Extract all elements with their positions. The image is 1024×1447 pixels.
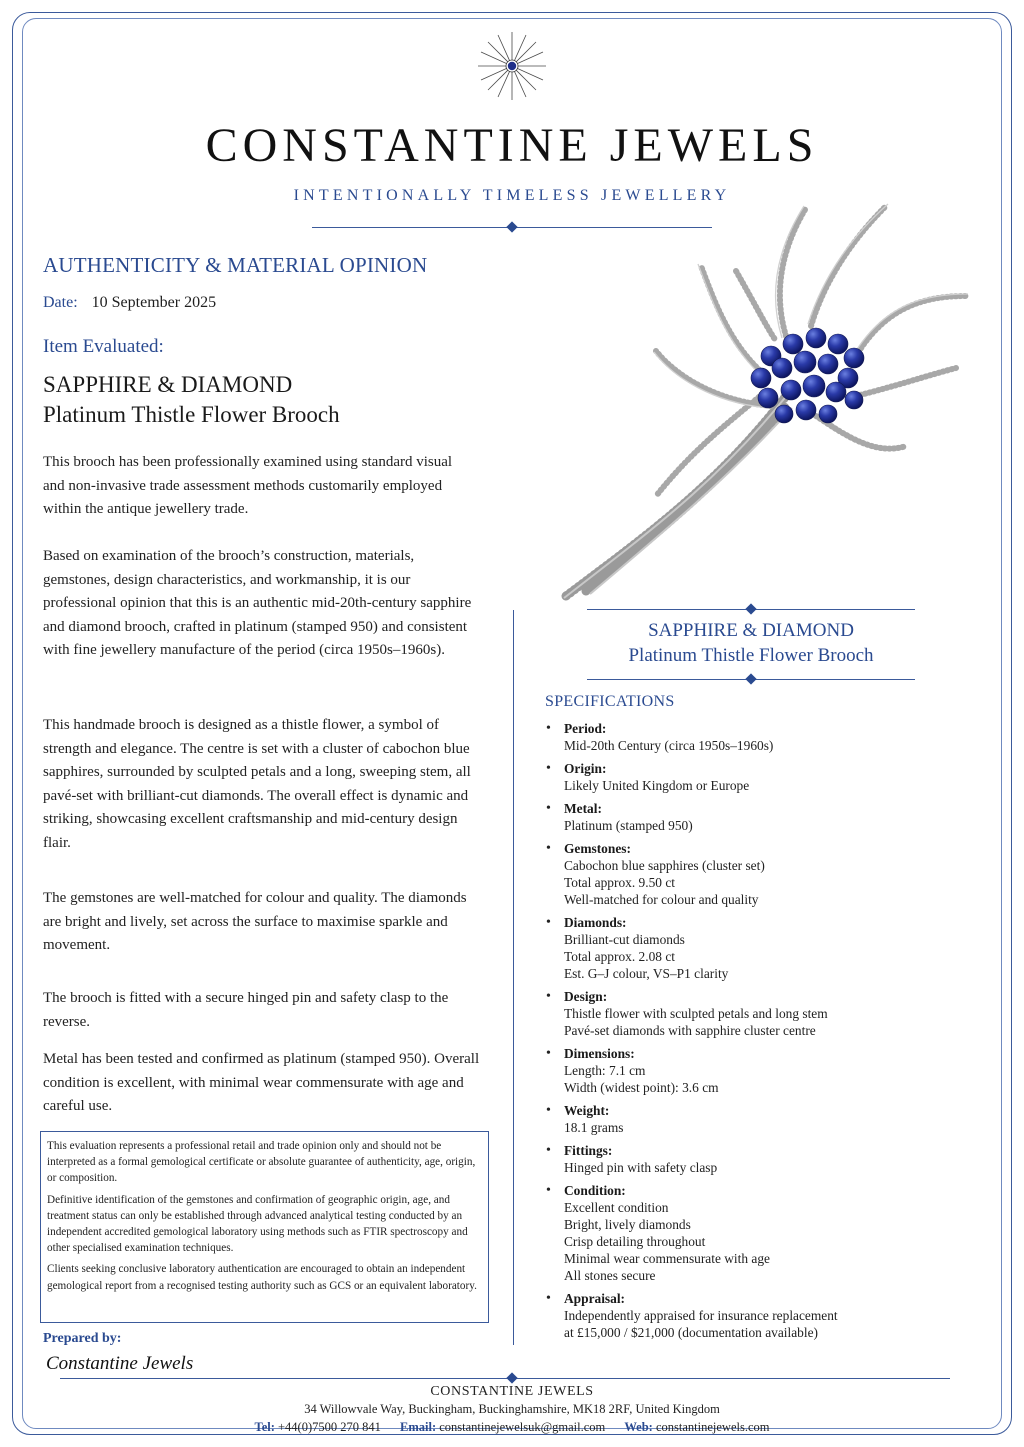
footer-divider [60,1378,950,1379]
item-title-line2: Platinum Thistle Flower Brooch [43,402,340,427]
opinion-paragraph: This brooch has been professionally examined using standard visual and non-invasive trade assessment methods customarily employed within the antique jewellery trade. [43,454,453,517]
date-row [43,294,503,312]
footer-company-name: CONSTANTINE JEWELS [430,1384,594,1399]
spec-item [545,1290,945,1341]
spec-value: 18.1 grams [564,1120,624,1135]
spec-item [545,1045,945,1096]
column-divider [513,610,514,1345]
spec-item [545,840,945,908]
section-title: AUTHENTICITY & MATERIAL OPINION [43,253,428,277]
spec-item [545,760,945,794]
spec-key: • Metal: [564,801,602,816]
brand-name: CONSTANTINE JEWELS [205,119,819,172]
spec-value: Length: 7.1 cm [564,1063,646,1078]
spec-item [545,1102,945,1136]
spec-value: Pavé-set diamonds with sapphire cluster centre [564,1023,816,1038]
spec-value: Thistle flower with sculpted petals and long stem [564,1006,828,1021]
spec-value: Width (widest point): 3.6 cm [564,1080,719,1095]
spec-value: at £15,000 / $21,000 (documentation available) [564,1325,818,1340]
email-label: Email: [400,1420,437,1434]
spec-item [545,988,945,1039]
product-title-line2: Platinum Thistle Flower Brooch [628,645,874,666]
signature: Constantine Jewels [46,1353,194,1374]
disclaimer-text: Clients seeking conclusive laboratory authentication are encouraged to obtain an independent gemological report from a recognised testing authority such as GCS or an equivalent laboratory. [47,1263,477,1292]
spec-key: • Appraisal: [564,1291,626,1306]
star-burst-icon [476,30,548,102]
opinion-paragraph: This handmade brooch is designed as a thistle flower, a symbol of strength and elegance. The centre is set with a cluster of cabochon blue sapphires, surrounded by sculpted petals and a long, sweeping stem, all pavé-set with brilliant-cut diamonds. The overall effect is dynamic and striking, showcasing excellent craftsmanship and mid-century design flair. [43,717,471,851]
spec-value: Minimal wear commensurate with age [564,1251,770,1266]
disclaimer-box [40,1131,489,1323]
spec-item [545,914,945,982]
spec-value: Independently appraised for insurance replacement [564,1308,838,1323]
spec-key: • Origin: [564,761,607,776]
spec-value: Total approx. 2.08 ct [564,949,675,964]
opinion-paragraph: Metal has been tested and confirmed as platinum (stamped 950). Overall condition is excellent, with minimal wear commensurate with age and careful use. [43,1051,480,1114]
spec-item [545,720,945,754]
specifications-list [545,720,945,1347]
spec-item [545,1142,945,1176]
web-label: Web: [624,1420,653,1434]
spec-value: Platinum (stamped 950) [564,818,693,833]
spec-value: Excellent condition [564,1200,669,1215]
spec-value: Total approx. 9.50 ct [564,875,675,890]
product-title-line1: SAPPHIRE & DIAMOND [648,620,854,641]
spec-value: Hinged pin with safety clasp [564,1160,718,1175]
spec-value: Cabochon blue sapphires (cluster set) [564,858,765,873]
spec-value: Mid-20th Century (circa 1950s–1960s) [564,738,774,753]
spec-key: • Diamonds: [564,915,627,930]
item-evaluated-label: Item Evaluated: [43,336,164,357]
footer-contact [0,1420,1024,1435]
email-link[interactable]: constantinejewelsuk@gmail.com [439,1420,606,1434]
spec-key: • Condition: [564,1183,626,1198]
web-link[interactable]: constantinejewels.com [655,1420,770,1434]
spec-key: • Dimensions: [564,1046,635,1061]
spec-key: • Design: [564,989,608,1004]
spec-value: Likely United Kingdom or Europe [564,778,750,793]
date-label: Date: [43,294,78,311]
spec-key: • Fittings: [564,1143,613,1158]
opinion-paragraph: Based on examination of the brooch’s construction, materials, gemstones, design characteristics, and workmanship, it is our professional opinion that this is an authentic mid-20th-century sapphire and diamond brooch, crafted in platinum (stamped 950) and consistent with fine jewellery manufacture of the period (circa 1950s–1960s). [43,548,472,658]
spec-key: • Period: [564,721,607,736]
spec-value: Crisp detailing throughout [564,1234,706,1249]
brand-tagline: INTENTIONALLY TIMELESS JEWELLERY [293,187,731,204]
spec-value: Brilliant-cut diamonds [564,932,685,947]
spec-item [545,1182,945,1284]
specifications-heading: SPECIFICATIONS [545,693,675,710]
footer-address: 34 Willowvale Way, Buckingham, Buckinghamshire, MK18 2RF, United Kingdom [304,1402,720,1416]
prepared-by-label: Prepared by: [43,1331,122,1346]
opinion-paragraph: The gemstones are well-matched for colour and quality. The diamonds are bright and lively, set across the surface to maximise sparkle and movement. [43,890,467,953]
disclaimer-text: Definitive identification of the gemstones and confirmation of geographic origin, age, and treatment status can only be established through advanced analytical testing conducted by an independent accredited gemological laboratory using methods such as FTIR spectroscopy and other specialised examination techniques. [47,1193,468,1255]
item-title-line1: SAPPHIRE & DIAMOND [43,372,293,397]
date-value: 10 September 2025 [91,294,217,311]
spec-value: All stones secure [564,1268,656,1283]
spec-value: Bright, lively diamonds [564,1217,691,1232]
spec-item [545,800,945,834]
tel-value[interactable]: +44(0)7500 270 841 [278,1420,381,1434]
spec-value: Well-matched for colour and quality [564,892,759,907]
brooch-image [556,196,976,606]
spec-value: Est. G–J colour, VS–P1 clarity [564,966,729,981]
tel-label: Tel: [254,1420,275,1434]
opinion-paragraph: The brooch is fitted with a secure hinged pin and safety clasp to the reverse. [43,990,449,1030]
spec-key: • Weight: [564,1103,610,1118]
disclaimer-text: This evaluation represents a professional retail and trade opinion only and should not be interpreted as a formal gemological certificate or absolute guarantee of authenticity, age, origin, or composition. [47,1140,476,1185]
spec-key: • Gemstones: [564,841,631,856]
